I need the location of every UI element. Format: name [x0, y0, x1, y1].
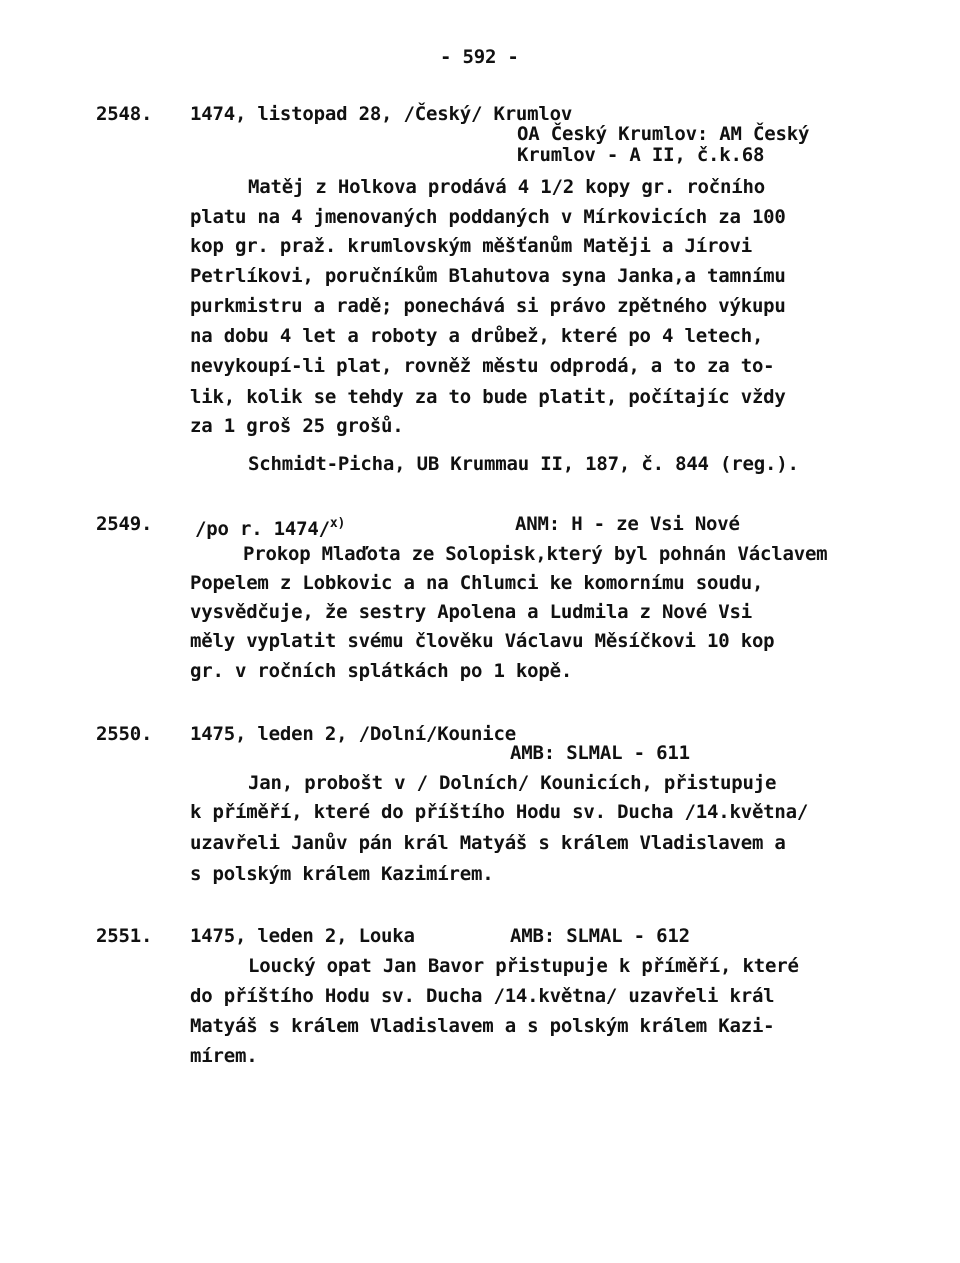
archive-line: ANM: H - ze Vsi Nové: [515, 513, 740, 535]
body-line: mírem.: [190, 1045, 258, 1067]
entry-number: 2549.: [96, 513, 153, 535]
entry-header: [195, 513, 345, 540]
body-line: za 1 groš 25 grošů.: [190, 415, 404, 437]
body-line: do příštího Hodu sv. Ducha /14.května/ uzavřeli král: [190, 985, 775, 1007]
body-line: platu na 4 jmenovaných poddaných v Mírkovicích za 100: [190, 206, 786, 228]
archive-line: AMB: SLMAL - 611: [510, 742, 690, 764]
body-line: uzavřeli Janův pán král Matyáš s králem Vladislavem a: [190, 832, 786, 854]
entry-header: 1475, leden 2, Louka: [190, 925, 415, 947]
reference-line: Schmidt-Picha, UB Krummau II, 187, č. 844 (reg.).: [248, 453, 799, 475]
archive-line: Krumlov - A II, č.k.68: [517, 144, 765, 166]
archive-line: OA Český Krumlov: AM Český: [517, 123, 810, 145]
entry-header-text: /po r. 1474/: [195, 518, 330, 540]
body-line: kop gr. praž. krumlovským měšťanům Matěji a Jírovi: [190, 235, 752, 257]
body-line: s polským králem Kazimírem.: [190, 863, 494, 885]
body-line: Matyáš s králem Vladislavem a s polským králem Kazi-: [190, 1015, 775, 1037]
footnote-marker: x): [329, 516, 346, 531]
entry-header: 1474, listopad 28, /Český/ Krumlov: [190, 103, 573, 125]
body-line: purkmistru a radě; ponechává si právo zpětného výkupu: [190, 295, 786, 317]
page-number: - 592 -: [440, 46, 519, 68]
entry-number: 2550.: [96, 723, 153, 745]
body-line: Loucký opat Jan Bavor přistupuje k příměří, které: [248, 955, 799, 977]
body-line: nevykoupí-li plat, rovněž městu odprodá, a to za to-: [190, 355, 775, 377]
archive-line: AMB: SLMAL - 612: [510, 925, 690, 947]
body-line: Prokop Mlaďota ze Solopisk,který byl pohnán Václavem: [243, 543, 828, 565]
entry-header: 1475, leden 2, /Dolní/Kounice: [190, 723, 516, 745]
body-line: gr. v ročních splátkách po 1 kopě.: [190, 660, 573, 682]
body-line: na dobu 4 let a roboty a drůbež, které po 4 letech,: [190, 325, 764, 347]
body-line: lik, kolik se tehdy za to bude platit, počítajíc vždy: [190, 386, 786, 408]
body-line: vysvědčuje, že sestry Apolena a Ludmila z Nové Vsi: [190, 601, 752, 623]
body-line: k příměří, které do příštího Hodu sv. Ducha /14.května/: [190, 801, 809, 823]
entry-number: 2548.: [96, 103, 153, 125]
body-line: Jan, probošt v / Dolních/ Kounicích, přistupuje: [248, 772, 777, 794]
body-line: Popelem z Lobkovic a na Chlumci ke komornímu soudu,: [190, 572, 764, 594]
body-line: Matěj z Holkova prodává 4 1/2 kopy gr. ročního: [248, 176, 765, 198]
entry-number: 2551.: [96, 925, 153, 947]
body-line: měly vyplatit svému člověku Václavu Měsíčkovi 10 kop: [190, 630, 775, 652]
body-line: Petrlíkovi, poručníkům Blahutova syna Janka,a tamnímu: [190, 265, 786, 287]
